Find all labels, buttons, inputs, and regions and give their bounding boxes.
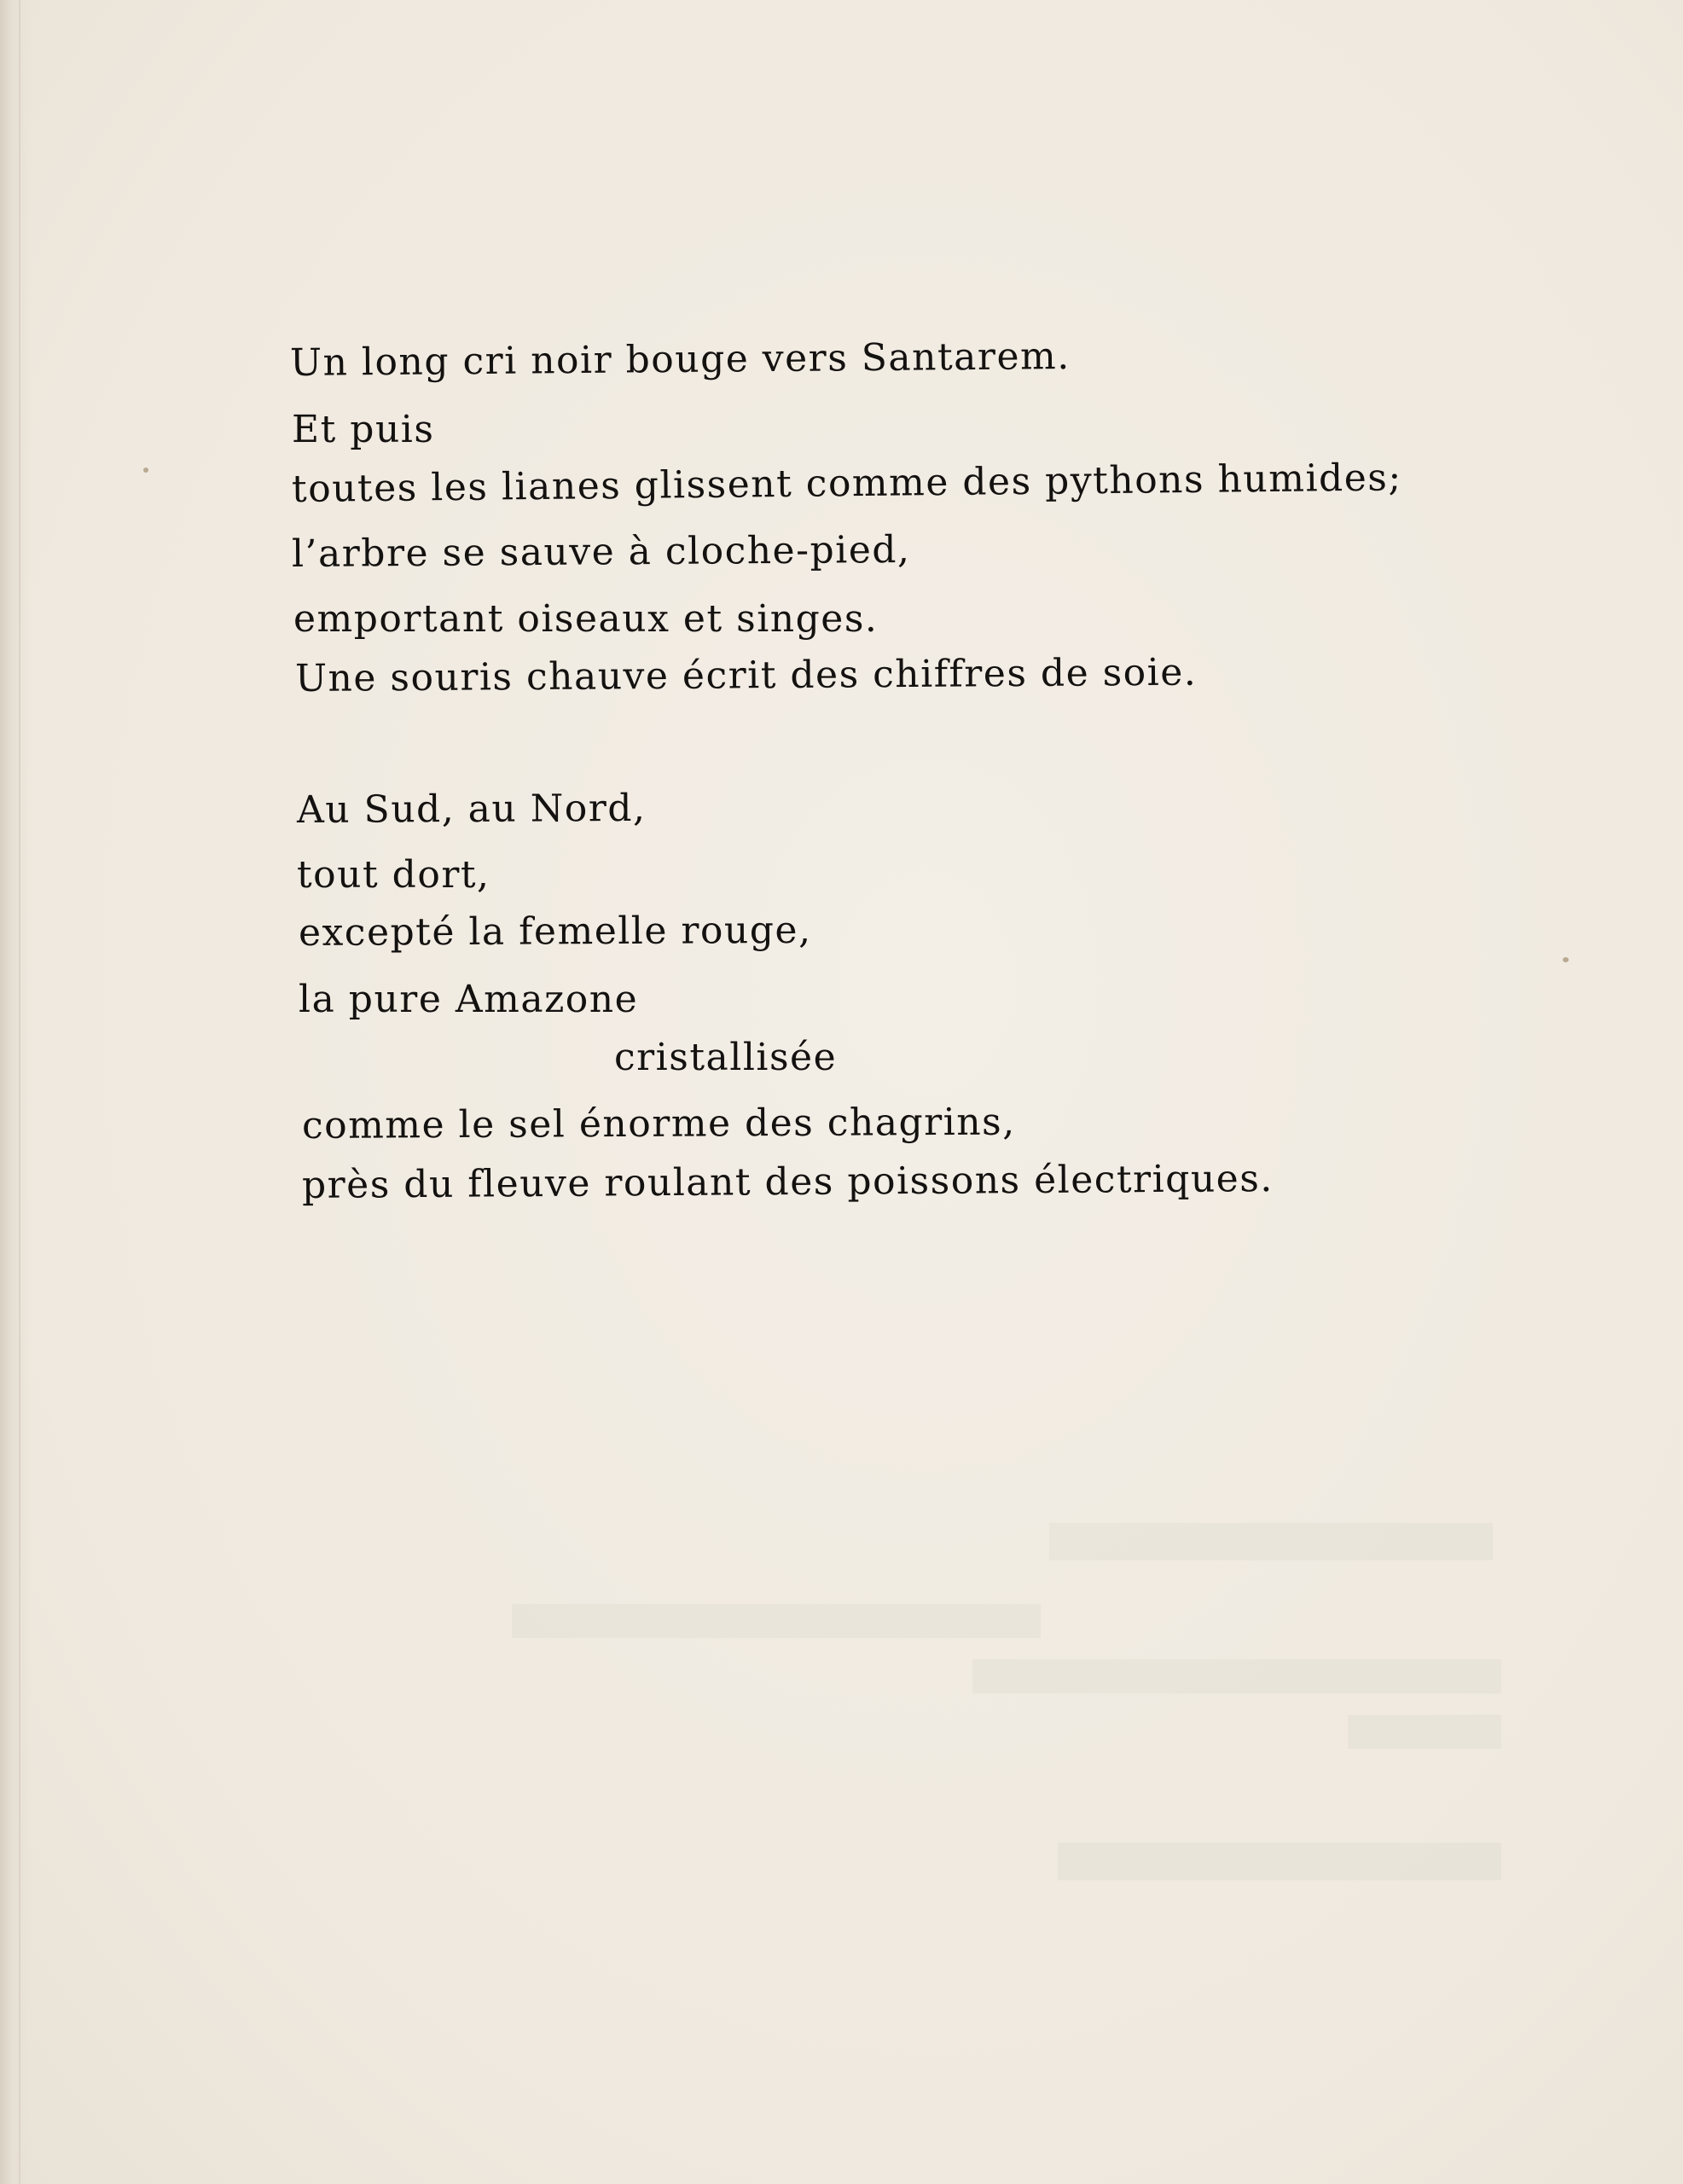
page-fold-line — [19, 0, 20, 2184]
poem-line: comme le sel énorme des chagrins, — [301, 1100, 1016, 1147]
poem-line: tout dort, — [297, 853, 490, 897]
poem-line: Un long cri noir bouge vers Santarem. — [289, 334, 1071, 385]
poem-line: Une souris chauve écrit des chiffres de soie. — [294, 650, 1198, 700]
poem-line: Et puis — [292, 408, 435, 451]
paper-speck — [143, 468, 148, 473]
poem-line: l’arbre se sauve à cloche-pied, — [291, 527, 911, 576]
poem-line: excepté la femelle rouge, — [298, 908, 812, 955]
poem-line: près du fleuve roulant des poissons électriques. — [301, 1157, 1274, 1207]
paper-speck — [1563, 957, 1569, 962]
poem-line: la pure Amazone — [299, 978, 639, 1021]
poem-line: cristallisée — [614, 1036, 838, 1079]
poem-line: emportant oiseaux et singes. — [293, 597, 879, 641]
page-gutter-shadow — [0, 0, 32, 2184]
poem-line: toutes les lianes glissent comme des pythons humides; — [291, 456, 1402, 511]
poem-line: Au Sud, au Nord, — [296, 786, 647, 832]
